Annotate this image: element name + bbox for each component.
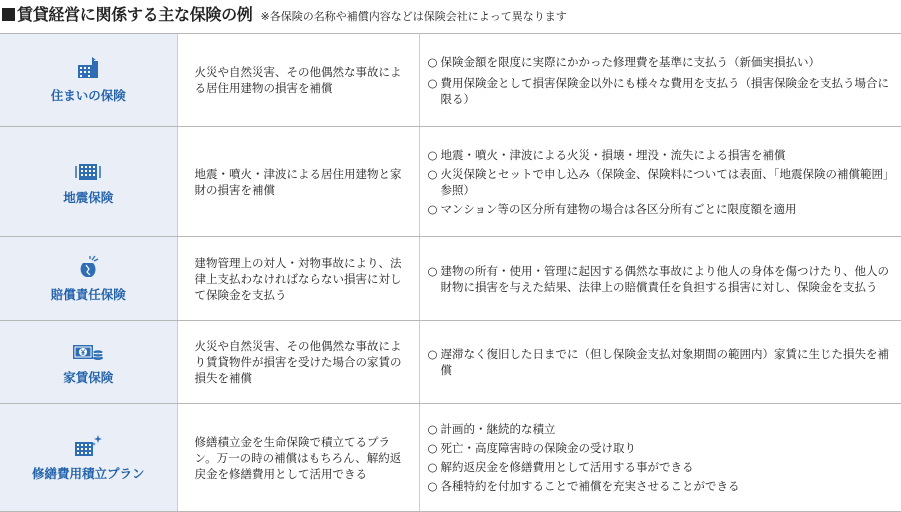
- insurance-name: 家賃保険: [63, 370, 114, 385]
- insurance-description-cell: [177, 127, 419, 237]
- detail-item: ○ 費用保険金として損害保険金以外にも様々な費用を支払う（損害保険金を支払う場合に限る）: [427, 75, 889, 106]
- insurance-details-cell: [419, 127, 901, 237]
- yen-money-icon: [72, 338, 104, 362]
- insurance-name: 住まいの保険: [50, 88, 126, 103]
- table-row: [0, 321, 901, 404]
- insurance-name-cell: [0, 34, 177, 127]
- insurance-description: 地震・噴火・津波による居住用建物と家財の損害を補償: [194, 166, 402, 197]
- detail-item: ○ 保険金額を限度に実際にかかった修理費を基準に支払う（新価実損払い）: [427, 54, 820, 69]
- insurance-name: 賠償責任保険: [50, 286, 126, 302]
- insurance-description-cell: [177, 321, 419, 404]
- bullet-circle-icon: ○: [427, 460, 438, 474]
- detail-item: ○ 各種特約を付加することで補償を充実させることができる: [427, 479, 740, 493]
- bullet-circle-icon: ○: [427, 54, 438, 69]
- table-row: [0, 127, 901, 237]
- table-row: [0, 404, 901, 512]
- page-title: 賃貸経営に関係する主な保険の例: [17, 5, 253, 24]
- insurance-description: 建物管理上の対人・対物事故により、法律上支払わなければならない損害に対して保険金を支払う: [194, 255, 402, 302]
- detail-item: ○ 地震・噴火・津波による火災・損壊・埋没・流失による損害を補償: [427, 147, 786, 162]
- bullet-circle-icon: ○: [427, 166, 438, 181]
- insurance-details-cell: [419, 321, 901, 404]
- page-heading: [2, 2, 567, 26]
- detail-item: ○ 解約返戻金を修繕費用として活用する事ができる: [427, 460, 694, 474]
- table-row: [0, 34, 901, 127]
- insurance-details-cell: [419, 237, 901, 321]
- insurance-description-cell: [177, 34, 419, 127]
- insurance-description-cell: [177, 404, 419, 512]
- earthquake-building-icon: [73, 158, 103, 182]
- insurance-name: 修繕費用積立プラン: [31, 465, 145, 481]
- page-note: ※各保険の名称や補償内容などは保険会社によって異なります: [260, 10, 567, 23]
- insurance-details-cell: [419, 404, 901, 512]
- bullet-circle-icon: ○: [427, 147, 438, 162]
- bullet-circle-icon: ○: [427, 422, 438, 436]
- insurance-description: 火災や自然災害、その他偶然な事故による居住用建物の損害を補償: [194, 65, 402, 95]
- bullet-circle-icon: ○: [427, 263, 438, 278]
- detail-item: ○ マンション等の区分所有建物の場合は各区分所有ごとに限度額を適用: [427, 201, 797, 216]
- detail-item: ○ 計画的・継続的な積立: [427, 422, 556, 436]
- insurance-name-cell: [0, 321, 177, 404]
- detail-item: ○ 建物の所有・使用・管理に起因する偶然な事故により他人の身体を傷つけたり、他人の財物に損害を与えた結果、法律上の賠償責任を負担する損害に対し、保険金を支払う: [427, 263, 889, 294]
- detail-item: ○ 死亡・高度障害時の保険金の受け取り: [427, 441, 636, 455]
- building-icon: [75, 56, 101, 80]
- detail-item: ○ 遅滞なく復旧した日までに（但し保険金支払対象期間の範囲内）家賃に生じた損失を補償: [427, 347, 889, 377]
- insurance-details-cell: [419, 34, 901, 127]
- bullet-circle-icon: ○: [427, 441, 438, 455]
- insurance-description-cell: [177, 237, 419, 321]
- sparkle-building-icon: [72, 434, 104, 458]
- broken-vase-icon: [77, 255, 99, 279]
- bullet-circle-icon: ○: [427, 75, 438, 90]
- insurance-name-cell: [0, 127, 177, 237]
- table-row: [0, 237, 901, 321]
- bullet-circle-icon: ○: [427, 479, 438, 493]
- detail-item: ○ 火災保険とセットで申し込み（保険金、保険料については表面、「地震保険の補償範囲」参照）: [427, 166, 889, 197]
- insurance-description: 修繕積立金を生命保険で積立てるプラン。万一の時の補償はもちろん、解約返戻金を修繕費用として活用できる: [194, 434, 402, 481]
- bullet-circle-icon: ○: [427, 201, 438, 216]
- heading-square-icon: [2, 8, 15, 21]
- insurance-table: [0, 33, 901, 512]
- insurance-name-cell: [0, 404, 177, 512]
- insurance-name: 地震保険: [63, 189, 114, 205]
- insurance-name-cell: [0, 237, 177, 321]
- bullet-circle-icon: ○: [427, 347, 438, 361]
- insurance-description: 火災や自然災害、その他偶然な事故により賃貸物件が損害を受けた場合の家賃の損失を補償: [194, 339, 402, 385]
